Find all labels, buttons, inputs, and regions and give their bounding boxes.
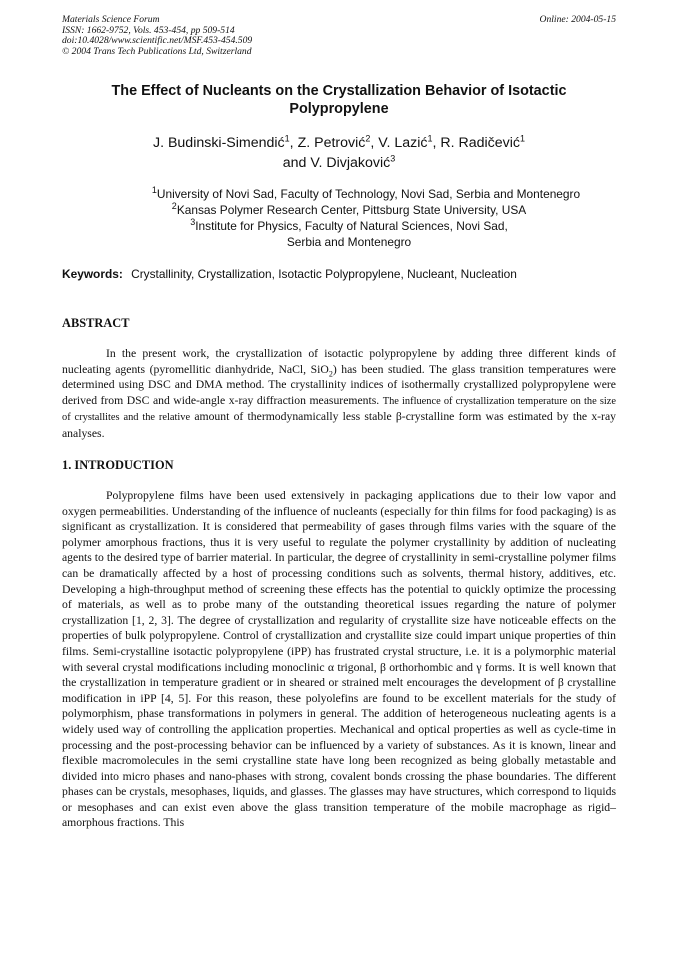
- keywords-line: [62, 266, 622, 282]
- online-date: Online: 2004-05-15: [539, 14, 616, 25]
- abstract-text-part: In the present work, the crystallization of isotactic polypropylene by adding three different kinds of nucleating agents (pyromellitic dianhydride, NaCl, SiO: [62, 347, 616, 376]
- author-name: V. Lazić: [378, 135, 428, 151]
- paper-title: The Effect of Nucleants on the Crystallization Behavior of Isotactic Polypropylene: [111, 83, 567, 117]
- affiliation-number: 1: [151, 185, 157, 196]
- abstract-subscript: 2: [328, 368, 333, 378]
- author-separator: ,: [289, 135, 298, 151]
- affiliation-list: [62, 186, 616, 250]
- affiliation-number: 3: [190, 217, 196, 228]
- introduction-heading: 1. INTRODUCTION: [62, 458, 174, 472]
- affiliation-item: [62, 234, 616, 250]
- author-name: Z. Petrović: [297, 135, 366, 151]
- author-name: and V. Divjaković: [282, 154, 391, 171]
- keywords-text: Crystallinity, Crystallization, Isotactic Polypropylene, Nucleant, Nucleation: [131, 267, 517, 281]
- author-affiliation-mark: 1: [520, 133, 526, 144]
- journal-name: Materials Science Forum: [62, 14, 160, 25]
- author-affiliation-mark: 3: [390, 152, 396, 163]
- affiliation-text: Institute for Physics, Faculty of Natural Sciences, Novi Sad,: [195, 219, 508, 233]
- author-name: R. Radičević: [440, 135, 520, 151]
- affiliation-number: 2: [171, 201, 177, 212]
- abstract-text-part: ) has been studied. The glass transition temperatures were determined using DSC and DMA method. The crystallinity indices of isothermally crystallized polypropylene were derived from DSC and wide-angle x-ray diffraction measurements.: [62, 362, 616, 407]
- affiliation-text: Kansas Polymer Research Center, Pittsburg State University, USA: [176, 203, 527, 217]
- journal-copyright: © 2004 Trans Tech Publications Ltd, Switzerland: [62, 45, 252, 57]
- author-separator: ,: [370, 135, 379, 151]
- journal-issn: ISSN: 1662-9752, Vols. 453-454, pp 509-514: [62, 24, 235, 36]
- affiliation-item: [62, 186, 616, 202]
- author-affiliation-mark: 1: [284, 133, 290, 144]
- journal-doi: doi:10.4028/www.scientific.net/MSF.453-454.509: [62, 35, 253, 47]
- abstract-text-part: amount of thermodynamically less stable β-crystalline form was estimated by the x-ray analyses.: [62, 410, 616, 440]
- affiliation-item: [62, 218, 616, 234]
- journal-header: [62, 15, 616, 57]
- keywords-label: Keywords:: [62, 267, 123, 281]
- author-list: [62, 134, 616, 173]
- affiliation-text: Serbia and Montenegro: [286, 235, 412, 249]
- affiliation-text: University of Novi Sad, Faculty of Technology, Novi Sad, Serbia and Montenegro: [156, 187, 581, 201]
- affiliation-item: [62, 202, 616, 218]
- author-affiliation-mark: 2: [365, 133, 371, 144]
- abstract-body: [62, 346, 616, 442]
- author-separator: ,: [432, 135, 441, 151]
- author-affiliation-mark: 1: [427, 133, 433, 144]
- abstract-heading: ABSTRACT: [62, 316, 130, 330]
- author-name: J. Budinski-Simendić: [152, 135, 285, 151]
- abstract-text-part: The influence of crystallization temperature on the size of crystallites and the relative: [62, 395, 617, 424]
- introduction-body: Polypropylene films have been used extensively in packaging applications due to their low vapor and oxygen permeabilities. Understanding of the influence of nucleants (especially for thin films for food packaging) is as significant as crystallization. It is considered that permeability of gases through films varies with the square of the polymer amorphous fractions, thus it is very useful to regulate the polymer crystallinity by addition of nucleating agents to the desired type of barrier material. In particular, the degree of crystallinity in semi-crystalline polymer films can be dramatically affected by a host of processing conditions such as solvents, thermal history, additives, etc. Developing a high-throughput method of screening these effects has the potential to quickly optimize the processing of materials, as well as to probe many of the outstanding theoretical issues regarding the nature of polymer crystallization [1, 2, 3]. The degree of crystallization and regularity of crystallite size have noticeable effects on the properties of bulk polypropylene. Control of crystallization and crystallite size could impart unique properties of thin films. Semi-crystalline isotactic polypropylene (iPP) has frustrated crystal structure, i.e. it is a polymorphic material with several crystal modifications including monoclinic α trigonal, β orthorhombic and γ forms. It is well known that the crystallization in temperature gradient or in sheared or strained melt encourages the development of β crystalline modification in iPP [4, 5]. For this reason, these polyolefins are found to be excellent materials for the study of polymorphism, phase transformations in polymers in general. The addition of heterogeneous nucleating agents is a widely used way of controlling the application properties. Mechanical and optical properties as well as cycle-time in processing and the post-processing behavior can be influenced by a variety of substances. As it is known, linear and flexible macromolecules in the semi crystalline state have long been recognized as being globally metastable and divided into micro phases and nano-phases with strong, covalent bonds crossing the phase boundaries. The different phases can be crystals, mesophases, liquids, and glasses. The glasses may have structures, which correspond to liquids or mesophases and can exist even above the glass transition temperature of the mobile macrophage as rigid–amorphous fractions. This: [62, 489, 616, 830]
